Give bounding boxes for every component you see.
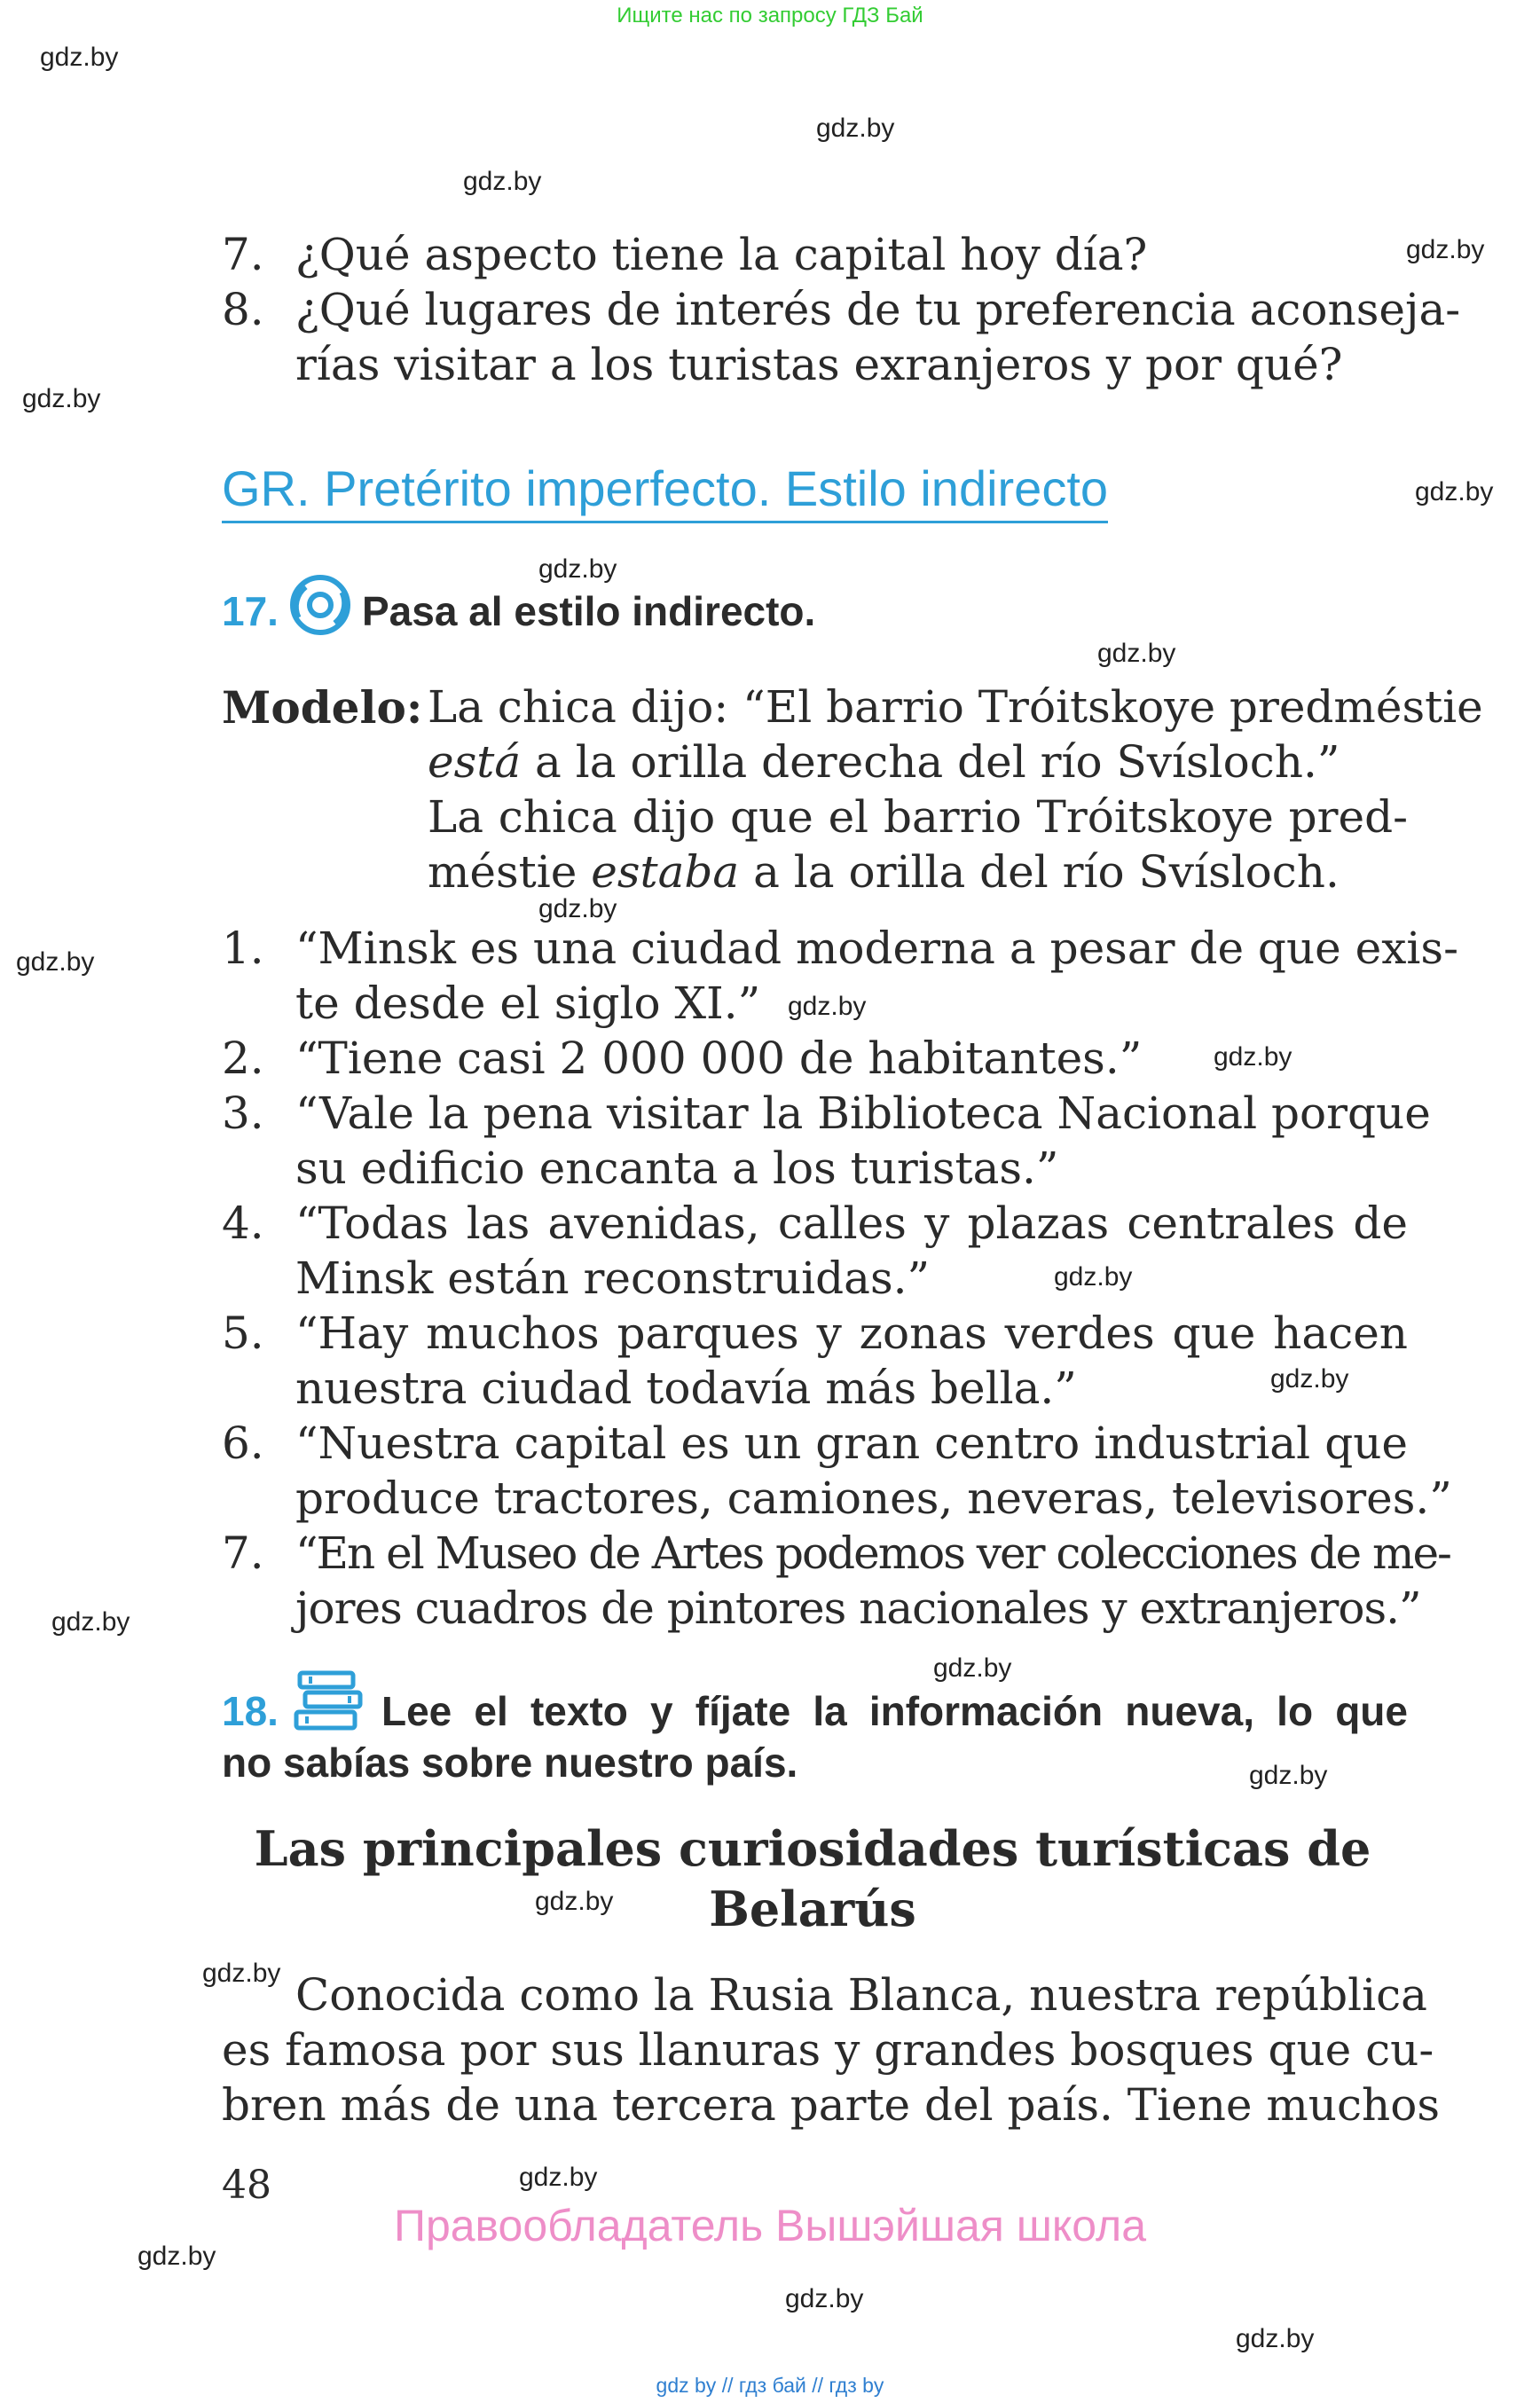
watermark: gdz.by — [538, 894, 617, 923]
section-heading: GR. Pretérito imperfecto. Estilo indirecto — [222, 459, 1108, 523]
watermark: gdz.by — [933, 1653, 1012, 1683]
item-text: “En el Museo de Artes podemos ver colecciones de me- — [295, 1527, 1450, 1579]
watermark: gdz.by — [785, 2284, 864, 2313]
item-text: “Tiene casi 2 000 000 de habitantes.” — [295, 1033, 1143, 1084]
item-number: 7. — [222, 1527, 264, 1579]
footer-links[interactable]: gdz by // гдз бай // гдз by — [656, 2374, 884, 2397]
item-text: su edificio encanta a los turistas.” — [295, 1143, 1059, 1194]
watermark: gdz.by — [1270, 1364, 1349, 1394]
copyright-notice: Правообладатель Вышэйшая школа — [394, 2201, 1146, 2250]
modelo-line-text: a la orilla del río Svísloch. — [739, 846, 1340, 898]
text-title: Las principales curiosidades turísticas de — [254, 1820, 1371, 1877]
item-text: produce tractores, camiones, neveras, televisores.” — [295, 1472, 1452, 1524]
item-text: jores cuadros de pintores nacionales y extranjeros.” — [295, 1582, 1421, 1634]
watermark: gdz.by — [1054, 1262, 1133, 1292]
verb-present: está — [428, 736, 522, 788]
modelo-line — [428, 736, 1408, 788]
item-text: “Hay muchos parques y zonas verdes que hacen — [295, 1308, 1408, 1359]
exercise-instruction: no sabías sobre nuestro país. — [222, 1739, 798, 1786]
body-line: bren más de una tercera parte del país. Tiene muchos — [222, 2079, 1440, 2131]
watermark: gdz.by — [22, 384, 101, 413]
modelo-line-text: méstie — [428, 846, 592, 898]
item-text: “Minsk es una ciudad moderna a pesar de que exis- — [295, 923, 1458, 974]
exercise-instruction: Lee el texto y fíjate la información nueva, lo que — [381, 1688, 1408, 1734]
exercise-instruction: Pasa al estilo indirecto. — [362, 588, 816, 634]
item-text: te desde el siglo XI.” — [295, 978, 761, 1029]
watermark: gdz.by — [1236, 2324, 1315, 2353]
item-number: 6. — [222, 1417, 264, 1469]
watermark: gdz.by — [816, 114, 895, 143]
modelo-label: Modelo: — [222, 681, 423, 734]
watermark: gdz.by — [1249, 1761, 1328, 1790]
cd-disc-icon — [288, 573, 352, 637]
watermark: gdz.by — [535, 1887, 614, 1916]
watermark: gdz.by — [538, 554, 617, 584]
watermark: gdz.by — [138, 2242, 216, 2271]
question-number: 8. — [222, 284, 264, 335]
text-title: Belarús — [709, 1881, 916, 1937]
item-text: “Nuestra capital es un gran centro industrial que — [295, 1417, 1408, 1469]
question-text: ¿Qué lugares de interés de tu preferencia aconseja- — [295, 284, 1461, 335]
watermark: gdz.by — [51, 1607, 130, 1637]
question-text: rías visitar a los turistas exranjeros y por qué? — [295, 339, 1343, 390]
item-number: 2. — [222, 1033, 264, 1084]
watermark: gdz.by — [519, 2163, 598, 2192]
modelo-line — [428, 846, 1408, 898]
item-text: Minsk están reconstruidas.” — [295, 1253, 931, 1304]
watermark: gdz.by — [16, 947, 95, 977]
question-text: ¿Qué aspecto tiene la capital hoy día? — [295, 229, 1148, 280]
page-number: 48 — [222, 2163, 271, 2208]
item-number: 1. — [222, 923, 264, 974]
modelo-line: La chica dijo: “El barrio Tróitskoye predméstie — [428, 681, 1483, 733]
item-text: “Todas las avenidas, calles y plazas centrales de — [295, 1198, 1408, 1249]
question-number: 7. — [222, 229, 264, 280]
watermark: gdz.by — [463, 167, 542, 196]
item-text: “Vale la pena visitar la Biblioteca Nacional porque — [295, 1088, 1431, 1139]
item-number: 3. — [222, 1088, 264, 1139]
watermark: gdz.by — [788, 992, 867, 1021]
watermark: gdz.by — [202, 1959, 281, 1988]
books-icon — [293, 1668, 367, 1739]
item-number: 5. — [222, 1308, 264, 1359]
exercise-number: 18. — [222, 1688, 279, 1734]
body-line: Conocida como la Rusia Blanca, nuestra república — [295, 1969, 1427, 2021]
watermark: gdz.by — [1406, 235, 1485, 264]
modelo-line: La chica dijo que el barrio Tróitskoye pred- — [428, 791, 1408, 843]
exercise-number: 17. — [222, 588, 279, 634]
watermark: gdz.by — [1097, 639, 1176, 668]
modelo-line-text: a la orilla derecha del río Svísloch.” — [521, 736, 1340, 788]
body-line: es famosa por sus llanuras y grandes bosques que cu- — [222, 2024, 1434, 2076]
watermark: gdz.by — [1415, 477, 1494, 507]
top-banner: Ищите нас по запросу ГДЗ Бай — [617, 4, 923, 27]
item-number: 4. — [222, 1198, 264, 1249]
watermark: gdz.by — [1214, 1042, 1292, 1072]
watermark: gdz.by — [40, 43, 119, 72]
verb-imperfect: estaba — [591, 846, 740, 898]
item-text: nuestra ciudad todavía más bella.” — [295, 1362, 1077, 1414]
